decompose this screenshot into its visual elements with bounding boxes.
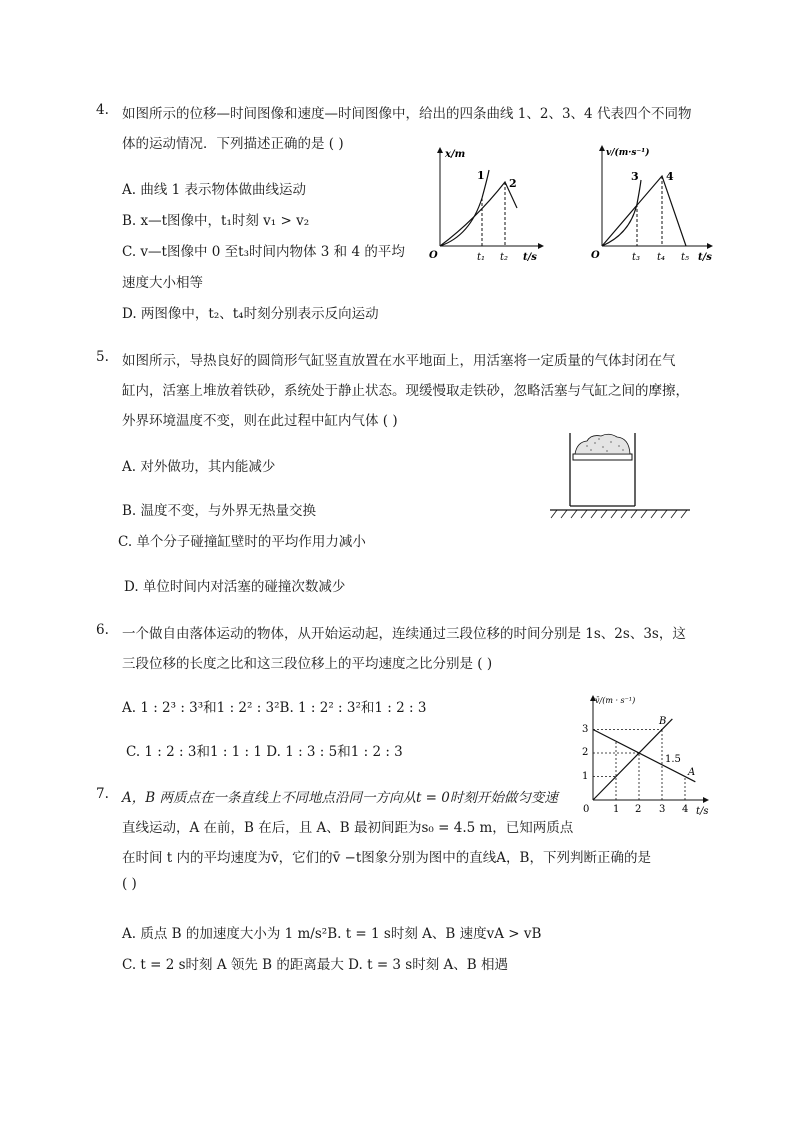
vbar-t-chart — [575, 690, 715, 818]
q4-stem-line-1: 如图所示的位移—时间图像和速度—时间图像中，给出的四条曲线 1、2、3、4 代表四个不同物 — [122, 106, 692, 122]
vt-curve-label-4: 4 — [666, 170, 674, 183]
q4-number: 4. — [96, 102, 109, 118]
q4-option-c-line1: C. v—t图像中 0 至t₃时间内物体 3 和 4 的平均 — [122, 244, 405, 260]
vt-x-label: t/s — [698, 252, 712, 263]
vbar-y-label: v̄/(m · s⁻¹) — [595, 696, 636, 705]
q5-stem-line-2: 缸内，活塞上堆放着铁砂，系统处于静止状态。现缓慢取走铁砂，忽略活塞与气缸之间的摩擦， — [122, 383, 689, 399]
q7-stem-line-1: A，B 两质点在一条直线上不同地点沿同一方向从t = 0时刻开始做匀变速 — [122, 790, 558, 806]
q4-option-c-line2: 速度大小相等 — [122, 275, 203, 291]
ground-hatching — [551, 510, 687, 518]
q4-option-a: A. 曲线 1 表示物体做曲线运动 — [122, 182, 307, 198]
iron-sand-pile — [575, 434, 630, 454]
q4-stem-line-2: 体的运动情况．下列描述正确的是 ( ) — [122, 136, 344, 152]
xt-tick-t1: t₁ — [477, 252, 486, 263]
q7-stem-line-3: 在时间 t 内的平均速度为v̄，它们的v̄ −t图象分别为图中的直线A，B，下列判断正确的是 — [122, 850, 651, 866]
q4-option-b: B. x—t图像中，t₁时刻 v₁ > v₂ — [122, 213, 310, 229]
cylinder-figure — [545, 428, 695, 523]
vbar-annotation-1-5: 1.5 — [665, 754, 681, 765]
vbar-x-label: t/s — [696, 806, 709, 817]
q7-options-cd: C. t = 2 s时刻 A 领先 B 的距离最大 D. t = 3 s时刻 A、B 相遇 — [122, 957, 508, 973]
vt-tick-t4: t₄ — [657, 252, 666, 263]
vbar-line-label-b: B — [659, 716, 667, 727]
vbar-x-tick-2: 2 — [635, 804, 642, 815]
xt-x-label: t/s — [523, 252, 537, 263]
q5-stem-line-1: 如图所示，导热良好的圆筒形气缸竖直放置在水平地面上，用活塞将一定质量的气体封闭在气 — [122, 353, 676, 369]
vt-curve-3 — [602, 180, 641, 246]
vbar-y-tick-1: 1 — [582, 771, 589, 782]
q7-stem-line-4: ( ) — [122, 876, 137, 892]
vt-curve-label-3: 3 — [631, 170, 639, 183]
q7-number: 7. — [96, 786, 109, 802]
q7-stem-line-2: 直线运动，A 在前，B 在后，且 A、B 最初间距为s₀ = 4.5 m，已知两质点 — [122, 820, 574, 836]
vbar-line-b — [593, 719, 672, 800]
xt-y-label: x/m — [445, 149, 466, 160]
vbar-x-tick-4: 4 — [682, 804, 689, 815]
q6-options-cd: C. 1 : 2 : 3和1 : 1 : 1 D. 1 : 3 : 5和1 : 2 : 3 — [126, 744, 403, 760]
xt-origin: O — [429, 250, 438, 261]
q6-stem-line-1: 一个做自由落体运动的物体，从开始运动起，连续通过三段位移的时间分别是 1s、2s、3s，这 — [122, 626, 686, 642]
vt-origin: O — [591, 250, 600, 261]
xt-curve-label-1: 1 — [477, 169, 485, 182]
vt-y-label: v/(m·s⁻¹) — [606, 148, 650, 158]
q4-option-d: D. 两图像中，t₂、t₄时刻分别表示反向运动 — [122, 306, 379, 322]
q5-stem-line-3: 外界环境温度不变，则在此过程中缸内气体 ( ) — [122, 413, 398, 429]
vbar-x-tick-3: 3 — [659, 804, 666, 815]
q7-options-ab: A. 质点 B 的加速度大小为 1 m/s²B. t = 1 s时刻 A、B 速度vA > vB — [122, 926, 542, 942]
piston — [573, 454, 632, 460]
vt-curve-4 — [602, 176, 686, 246]
vbar-y-tick-3: 3 — [582, 724, 589, 735]
q6-stem-line-2: 三段位移的长度之比和这三段位移上的平均速度之比分别是 ( ) — [122, 656, 493, 672]
vbar-line-label-a: A — [688, 767, 696, 778]
vbar-x-tick-1: 1 — [613, 804, 620, 815]
q5-option-b: B. 温度不变，与外界无热量交换 — [122, 503, 317, 519]
xt-graph — [425, 140, 550, 265]
vt-graph — [590, 140, 720, 265]
q5-number: 5. — [96, 349, 109, 365]
q5-option-c: C. 单个分子碰撞缸壁时的平均作用力减小 — [118, 534, 366, 550]
q5-option-a: A. 对外做功，其内能减少 — [122, 459, 276, 475]
vbar-y-tick-2: 2 — [582, 747, 589, 758]
q6-options-ab: A. 1 : 2³ : 3³和1 : 2² : 3²B. 1 : 2² : 3²和1 : 2 : 3 — [122, 700, 427, 716]
vt-tick-t5: t₅ — [681, 252, 690, 263]
vbar-origin: 0 — [583, 804, 590, 815]
vt-tick-t3: t₃ — [632, 252, 641, 263]
q6-number: 6. — [96, 622, 109, 638]
q5-option-d: D. 单位时间内对活塞的碰撞次数减少 — [124, 579, 346, 595]
xt-curve-label-2: 2 — [509, 177, 517, 190]
xt-tick-t2: t₂ — [500, 252, 509, 263]
